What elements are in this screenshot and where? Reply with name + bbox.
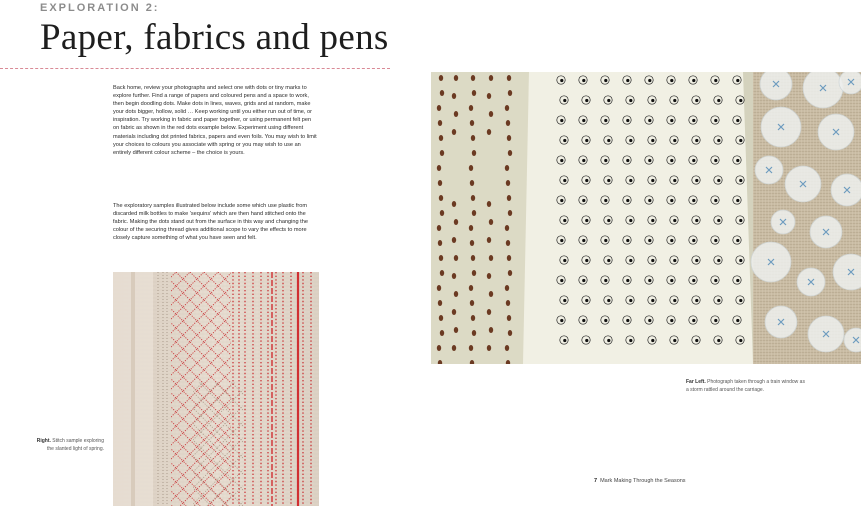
right-caption-text: Photograph taken through a train window as a storm rattled around the carriage. [686, 379, 805, 393]
dashed-rule [0, 68, 390, 69]
right-caption-label: Far Left. [686, 379, 706, 385]
stitch-sample-photo [113, 272, 319, 506]
body-paragraph-1: Back home, review your photographs and select one with dots or tiny marks to explore further. Find a range of papers and coloured pens and a space to work, then begin doodling dots. Make dots in lines, waves, grids and at random, make your dots bigger, hollow, solid … Keep working until you either run out of time, or inspiration. Try working in fabric and paper together, or using permanent felt pen on fabric as shown in the red dots example below. Experiment using different materials including dot printed fabrics, papers and even foils. You may wish to limit your choices to colours you associate with spring or you may wish to use an entirely different colour scheme – the choice is yours. [113, 85, 317, 156]
left-caption-label: Right. [36, 438, 51, 444]
right-caption [686, 379, 806, 394]
dotted-paper-photo [431, 72, 861, 364]
book-title: Mark Making Through the Seasons [600, 478, 686, 484]
page-footer [594, 478, 686, 484]
page-number: 7 [594, 478, 598, 484]
left-caption [30, 438, 104, 453]
exploration-kicker: EXPLORATION 2: [40, 2, 160, 14]
body-paragraph-2: The exploratory samples illustrated below include some which use plastic from discarded milk bottles to make 'sequins' which are then hand stitched onto the fabric. Making the dots stand out from the surface in this way and changing the colour of the securing thread gives additional scope to vary the effects to more closely capture something of what you have seen and felt. [113, 203, 308, 242]
left-caption-text: Stitch sample exploring the slanted light of spring. [47, 438, 104, 452]
page-title: Paper, fabrics and pens [40, 17, 389, 58]
